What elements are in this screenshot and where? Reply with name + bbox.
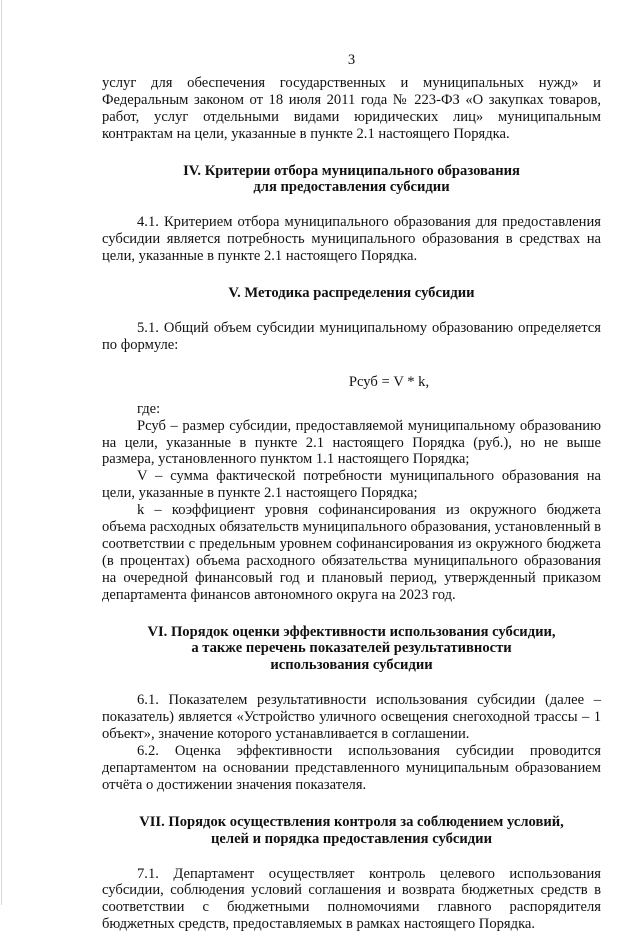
intro-paragraph: услуг для обеспечения государственных и муниципальных нужд» и Федеральным законом от 18 июля 2011 года № 223-ФЗ «О закупках товаров, работ, услуг отдельными видами юридических лиц» муниципальным контрактам на цели, указанные в пункте 2.1 настоящего Порядка. bbox=[102, 74, 601, 142]
definition-v: V – сумма фактической потребности муниципального образования на цели, указанные в пункте 2.1 настоящего Порядка; bbox=[102, 468, 601, 502]
where-label: где: bbox=[137, 400, 161, 417]
section-6-title-line-1: VI. Порядок оценки эффективности использования субсидии, bbox=[147, 623, 556, 640]
section-5-title: V. Методика распределения субсидии bbox=[228, 285, 475, 302]
section-6-title-line-3: использования субсидии bbox=[270, 657, 433, 674]
section-6-title-line-2: а также перечень показателей результативности bbox=[191, 640, 512, 657]
scan-edge-line bbox=[1, 0, 2, 905]
definition-k: k – коэффициент уровня софинансирования из окружного бюджета объема расходных обязательств муниципального образования, установленный в соответствии с предельным уровнем софинансирования из окружного бюджета (в процентах) объема расходного обязательства муниципального образования на очередной финансовый год и плановый период, утвержденный приказом департамента финансов автономного округа на 2023 год. bbox=[102, 502, 601, 603]
section-7-title-line-1: VII. Порядок осуществления контроля за соблюдением условий, bbox=[139, 813, 564, 830]
page-number: 3 bbox=[347, 52, 356, 68]
section-4-title bbox=[102, 163, 601, 197]
paragraph-7-1: 7.1. Департамент осуществляет контроль целевого использования субсидии, соблюдения условий соглашения и возврата бюджетных средств в соответствии с бюджетными полномочиями главного распорядителя бюджетных средств, предоставляемых в рамках настоящего Порядка. bbox=[102, 865, 601, 933]
section-4-title-line-1: IV. Критерии отбора муниципального образования bbox=[183, 162, 520, 179]
paragraph-4-1: 4.1. Критерием отбора муниципального образования для предоставления субсидии является потребность муниципального образования в средствах на цели, указанные в пункте 2.1 настоящего Порядка. bbox=[102, 214, 601, 265]
paragraph-5-1: 5.1. Общий объем субсидии муниципальному образованию определяется по формуле: bbox=[102, 319, 601, 353]
formula: Рсуб = V * k, bbox=[348, 373, 430, 390]
section-7-title-line-2: целей и порядка предоставления субсидии bbox=[211, 830, 492, 847]
paragraph-6-2: 6.2. Оценка эффективности использования субсидии проводится департаментом на основании представленного муниципальным образованием отчёта о достижении значения показателя. bbox=[102, 743, 601, 793]
section-6-title bbox=[102, 624, 601, 675]
paragraph-6-1: 6.1. Показателем результативности использования субсидии (далее – показатель) является «Устройство уличного освещения снегоходной трассы – 1 объект», значение которого устанавливается в соглашении. bbox=[102, 692, 601, 743]
section-4-title-line-2: для предоставления субсидии bbox=[253, 179, 450, 196]
section-7-title bbox=[102, 814, 601, 848]
definition-psub: Рсуб – размер субсидии, предоставляемой муниципальному образованию на цели, указанные в пункте 2.1 настоящего Порядка (руб.), но не выше размера, установленного пунктом 1.1 настоящего Порядка; bbox=[102, 417, 601, 468]
